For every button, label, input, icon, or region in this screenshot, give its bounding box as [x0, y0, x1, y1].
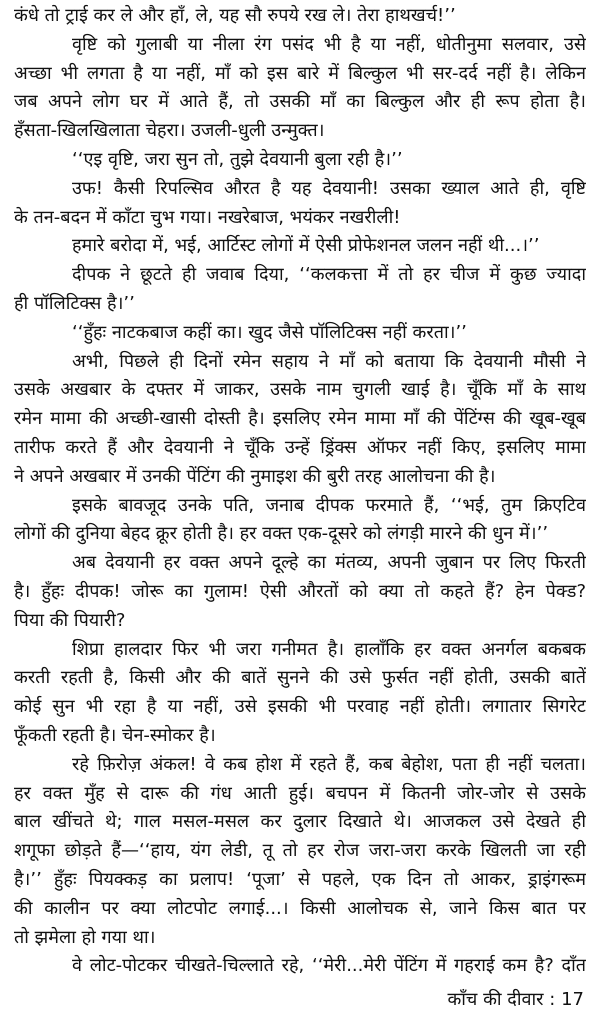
- paragraph: [14, 261, 586, 319]
- paragraph: [14, 952, 586, 981]
- text-line: इसके बावजूद उनके पति, जनाब दीपक फरमाते हैं, ‘‘भई, तुम क्रिएटिव: [72, 494, 586, 516]
- footer-separator: :: [549, 989, 556, 1010]
- text-line: लोगों की दुनिया बेहद क्रूर होती है। हर वक्त एक-दूसरे को लंगड़ी मारने की धुन में।’’: [14, 523, 549, 545]
- text-line: के तन-बदन में काँटा चुभ गया। नखरेबाज, भयंकर नखरीली!: [14, 206, 401, 228]
- text-line: जब अपने लोग घर में आते हैं, तो उसकी माँ का बिल्कुल और ही रूप होता है।: [14, 91, 586, 113]
- paragraph: [14, 146, 586, 175]
- text-line: करती रहती है, किसी और की बातें सुनने की उसे फुर्सत नहीं होती, उसकी बातें: [14, 667, 586, 689]
- text-line: है।’’ हुँहः पियक्कड़ का प्रलाप! ‘पूजा’ से पहले, एक दिन तो आकर, ड्राइंगरूम: [14, 868, 586, 890]
- text-line: तारीफ करते हैं और देवयानी ने चूँकि उन्हें ड्रिंक्स ऑफर नहीं किए, इसलिए मामा: [14, 436, 586, 458]
- text-line: बाल खींचते थे; गाल मसल-मसल कर दुलार दिखाते थे। आजकल उसे देखते ही: [14, 811, 586, 833]
- paragraph: [14, 232, 586, 261]
- text-line: हर वक्त मुँह से दारू की गंध आती हुई। बचपन में कितनी जोर-जोर से उसके: [14, 782, 586, 804]
- paragraph: [14, 175, 586, 233]
- paragraph: [14, 31, 586, 146]
- page-body-text: [14, 2, 586, 981]
- text-line: रमेन मामा की अच्छी-खासी दोस्ती है। इसलिए रमेन मामा माँ की पेंटिंग्स की खूब-खूब: [14, 408, 586, 430]
- text-line: अच्छा भी लगता है या नहीं, माँ को इस बारे में बिल्कुल भी सर-दर्द नहीं है। लेकिन: [14, 62, 586, 84]
- text-line: रहे फ़िरोज़ अंकल! वे कब होश में रहते हैं, कब बेहोश, पता ही नहीं चलता।: [72, 753, 586, 775]
- paragraph: [14, 492, 586, 550]
- running-title: काँच की दीवार: [447, 989, 544, 1010]
- text-line: ‘‘हुँहः नाटकबाज कहीं का। खुद जैसे पॉलिटिक्स नहीं करता।’’: [72, 321, 467, 343]
- text-line: उफ! कैसी रिपल्सिव औरत है यह देवयानी! उसका ख्याल आते ही, वृष्टि: [72, 177, 586, 199]
- text-line: अभी, पिछले ही दिनों रमेन सहाय ने माँ को बताया कि देवयानी मौसी ने: [72, 350, 586, 372]
- text-line: शगूफा छोड़ते हैं—‘‘हाय, यंग लेडी, तू तो हर रोज जरा-जरा करके खिलती जा रही: [14, 840, 586, 862]
- text-line: उसके अखबार के दफ्तर में जाकर, उसके नाम चुगली खाई है। चूँकि माँ के साथ: [14, 379, 586, 401]
- text-line: कोई सुन भी रहा है या नहीं, उसे इसकी भी परवाह नहीं होती। लगातार सिगरेट: [14, 696, 586, 718]
- text-line: है। हुँहः दीपक! जोरू का गुलाम! ऐसी औरतों को क्या तो कहते हैं? हेन पेक्ड?: [14, 580, 586, 602]
- page-footer: [447, 988, 584, 1012]
- text-line: वृष्टि को गुलाबी या नीला रंग पसंद भी है या नहीं, धोतीनुमा सलवार, उसे: [72, 33, 586, 55]
- text-line: ‘‘एइ वृष्टि, जरा सुन तो, तुझे देवयानी बुला रही है।’’: [72, 148, 403, 170]
- paragraph: [14, 636, 586, 751]
- page-number: 17: [561, 989, 584, 1010]
- paragraph: [14, 319, 586, 348]
- text-line: तो झमेला हो गया था।: [14, 926, 156, 948]
- text-line: अब देवयानी हर वक्त अपने दूल्हे का मंतव्य, अपनी जुबान पर लिए फिरती: [72, 552, 586, 574]
- text-line: वे लोट-पोटकर चीखते-चिल्लाते रहे, ‘‘मेरी...मेरी पेंटिंग में गहराई कम है? दाँत: [72, 955, 586, 977]
- paragraph: [14, 2, 586, 31]
- text-line: की कालीन पर क्या लोटपोट लगाई...। किसी आलोचक से, जाने किस बात पर: [14, 897, 586, 919]
- text-line: हमारे बरोदा में, भई, आर्टिस्ट लोगों में ऐसी प्रोफेशनल जलन नहीं थी...।’’: [72, 235, 540, 257]
- text-line: दीपक ने छूटते ही जवाब दिया, ‘‘कलकत्ता में तो हर चीज में कुछ ज्यादा: [72, 264, 586, 286]
- paragraph: [14, 348, 586, 492]
- text-line: पिया की पियारी?: [14, 609, 126, 631]
- paragraph: [14, 549, 586, 635]
- text-line: ही पॉलिटिक्स है।’’: [14, 292, 135, 314]
- text-line: कंधे तो ट्राई कर ले और हाँ, ले, यह सौ रुपये रख ले। तेरा हाथखर्च!’’: [14, 5, 456, 26]
- text-line: हँसता-खिलखिलाता चेहरा। उजली-धुली उन्मुक्त।: [14, 120, 325, 142]
- text-line: फूँकती रहती है। चेन-स्मोकर है।: [14, 724, 216, 746]
- text-line: ने अपने अखबार में उनकी पेंटिंग की नुमाइश की बुरी तरह आलोचना की है।: [14, 465, 496, 487]
- paragraph: [14, 751, 586, 953]
- text-line: शिप्रा हालदार फिर भी जरा गनीमत है। हालाँकि हर वक्त अनर्गल बकबक: [72, 638, 586, 660]
